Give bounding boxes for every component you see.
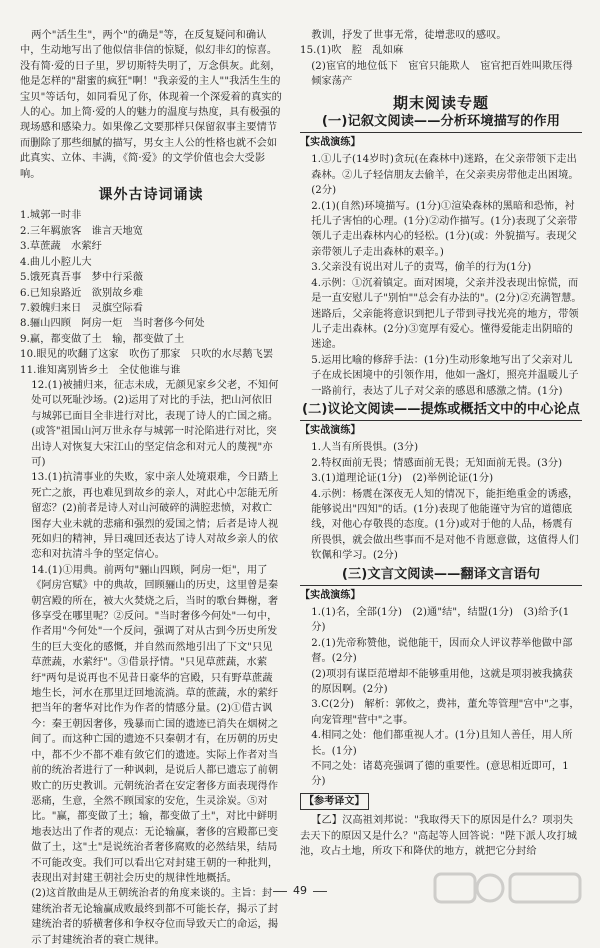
answer-line: 6.已知泉路近 欲别故乡难: [20, 287, 144, 299]
answer-line: 2.三年羁旅客 谁言天地宽: [20, 225, 144, 237]
answer-line: 9.赢，都变做了土 输，都变做了土: [20, 333, 185, 345]
answer-paragraph: 2.(1)(自然)环境描写。(1分)①渲染森林的黑暗和恐怖，衬托儿子害怕的心理。(1分)②动作描写。(1分)表现了父亲带领儿子走出森林内心的轻松。(1分)(或：外貌描写。表现父亲带领儿子走出森林的艰辛。): [311, 200, 578, 258]
answer-line: 15.(1)吹 腔 乱如麻: [300, 45, 404, 57]
answer-line: 11.谁知离别皆乡土 全仗他谁与谁: [20, 364, 181, 376]
answer-paragraph: 12.(1)被捕归来，征志未成，无颜见家乡父老，不知何处可以死耻沙场。(2)运用了对比的手法，把山河依旧与城郭已面目全非进行对比，表现了诗人的亡国之痛。(或答"祖国山河万世永存与城郭一时沦陷进行对比，突出诗人对恢复大宋江山的坚定信念和对元人的蔑视"亦可): [31, 379, 279, 468]
poetry-section-title: 课外古诗词诵读: [98, 187, 204, 204]
left-column: [20, 28, 282, 948]
answer-paragraph: 3.C(2分) 解析：郭攸之，费祎，董允等管理"宫中"之事，向宠管理"营中"之事。: [311, 699, 580, 726]
answer-line: 10.眼见的吹翻了这家 吹伤了那家 只吹的水尽鹅飞罢: [20, 349, 274, 361]
reference-translation-text: 【乙】汉高祖刘邦说："我取得天下的原因是什么？项羽失去天下的原因又是什么？"高起等人回答说："陛下派人攻打城池，攻占土地，所攻下和降伏的地方，就把它分封给: [300, 815, 578, 858]
answer-paragraph: 不同之处：诸葛亮强调了德的重要性。(意思相近即可，1分): [311, 761, 569, 788]
answer-paragraph: 4.示例：杨震在深夜无人知的情况下，能拒绝重金的诱惑，能够说出"四知"的话。(1分)表现了他能谨守为官的道德底线，对他心存敬畏的态度。(1分)或对于他的人品，杨震有所畏惧，就会做出些事而不是对他不肯愿意做，这值得人们钦佩和学习。(2分): [311, 488, 579, 562]
answer-paragraph: 5.运用比喻的修辞手法：(1分)生动形象地写出了父亲对儿子在成长困境中的引领作用，他如一盏灯，照亮并温暖儿子一路前行，表达了儿子对父亲的感恩和感激之情。(1分): [311, 354, 579, 397]
section-3-title: (三)文言文阅读——翻译文言语句: [300, 566, 582, 586]
answer-line: 教训，抒发了世事无常，徒增悲叹的感叹。: [311, 30, 507, 41]
answer-line: (2)宦官的地位低下 宦官只能欺人 宦官把百姓叫欺压得倾家荡产: [311, 60, 573, 88]
reference-translation-label: 【参考译文】: [300, 793, 369, 810]
answer-paragraph: 1.①儿子(14岁时)贪玩(在森林中)迷路，在父亲带领下走出森林。②儿子轻信朋友去偷羊，在父亲卖房带他走出困境。(2分): [311, 154, 579, 197]
footer-rule: [273, 891, 287, 892]
answer-paragraph: 4.示例：①沉着镇定。面对困境，父亲并没表现出惊慌，而是一直安慰儿子"别怕""总会有办法的"。(2分)②充满智慧。迷路后，父亲能将意识到把儿子带到寻找光亮的地方，带领儿子走出森林。(2分)③宽厚有爱心。懂得爱能走出阴暗的迷途。: [311, 277, 582, 351]
answer-line: 1.城郭一时非: [20, 210, 82, 222]
answer-paragraph: 2.(1)先帝称赞他，说他能干，因而众人评议荐举他做中部督。(2分): [311, 637, 573, 665]
answer-paragraph: 4.相同之处：他们都重视人才。(1分)且知人善任，用人所长。(1分): [311, 730, 573, 757]
practice-label: 【实战演练】: [300, 424, 361, 436]
section-2-title: (二)议论文阅读——提炼或概括文中的中心论点: [300, 401, 582, 421]
section-1-title: (一)记叙文阅读——分析环境描写的作用: [300, 113, 582, 133]
footer-rule: [313, 891, 327, 892]
answer-paragraph: 3.父亲没有说出对儿子的责骂，偷羊的行为(1分): [311, 262, 532, 274]
answer-paragraph: 1.人当有所畏惧。(3分): [311, 442, 419, 454]
answer-paragraph: 1.(1)名，全部(1分) (2)通"结"，结盟(1分) (3)给予(1分): [311, 607, 570, 634]
final-reading-title: 期末阅读专题: [392, 93, 489, 112]
practice-label: 【实战演练】: [300, 137, 361, 149]
answer-line: 3.草蔗蔬 水萦纡: [20, 241, 102, 253]
right-column: [300, 28, 582, 860]
answer-paragraph: (2)这首散曲是从王朝统治者的角度来谈的。主旨：封建统治者无论输赢成败最终到都不可能长存，揭示了封建统治者的骄横奢侈和争权夺位而导致天亡的命运，揭示了封建统治者的衰亡规律。: [31, 888, 279, 946]
watermark-logo-icon: [430, 864, 590, 914]
answer-paragraph: 2.特权面前无畏；情感面前无畏；无知面前无畏。(3分): [311, 457, 563, 469]
answer-line: 5.饿死真吾事 梦中行采薇: [20, 272, 144, 284]
intro-paragraph: 两个"活生生"，两个"的确是"等，在反复疑问和确认中，生动地写出了他似信非信的惊疑，似幻非幻的惊喜。没有简·爱的日子里，罗切斯特失明了，万念俱灰。此刻，他是怎样的"甜蜜的疯狂"啊！"我亲爱的主人""我活生生的宝贝"等话句，如同看见了你，体现着一个深爱着的真实的人的心。加上简·爱的人的魅力的温度与热度，具有极强的现场感和感染力。如果像乙文要那样只保留叙事主要情节而删除了那些细腻的描写，男女主人公的性格也就不会如此真实、立体、丰满，《简·爱》的文学价值也会大受影响。: [20, 30, 282, 180]
answer-paragraph: 13.(1)抗清事业的失败，家中亲人处境艰难，今日踏上死亡之旅，再也难见到故乡的亲人，对此心中怎能无所留恋？(2)前者是诗人对山河破碎的满腔悲愤，对救亡图存大业未就的悲痛和强烈的爱国之情；后者是诗人视死如归的精神，异日魂回还表达了诗人对故乡亲人的依恋和对抗清斗争的坚定信心。: [31, 472, 279, 561]
answer-line: 4.曲儿小腔儿大: [20, 256, 92, 268]
answer-paragraph: 3.(1)道理论证(1分) (2)举例论证(1分): [311, 473, 494, 485]
answer-line: 8.骊山四顾 阿房一炬 当时奢侈今何处: [20, 318, 205, 330]
answer-paragraph: 14.(1)①用典。前两句"骊山四顾，阿房一炬"，用了《阿房宫赋》中的典故，回顾骊山的历史，这里曾是秦朝宫殿的所在，被大火焚烧之后，当时的歌台舞榭，奢侈享受在哪里呢？②反问。"当时奢侈今何处"一句中，作者用"今何处"一个反问，强调了对从古到今历史所发生的巨大变化的感慨，并自然而然地引出了下文"只见草蔗蔬，水萦纡"。③借景抒情。"只见草蔗蔬，水萦纡"两句是说再也不见昔日豪华的宫殿，只有野草蔗蔬地生长，河水在那里迂回地流淌。草的蔗蔬，水的萦纡把当年的奢华对比作为作者的情感分量。(2)①借古讽今：秦王朝因奢侈，残暴而亡国的遗迹已消失在烟树之间了。而这种亡国的遗迹不只秦朝才有，在历朝的历史中，都不少不都不难有敛它们的遗迹。实际上作者对当前的统治者进行了一种讽刺，是说后人都已遗忘了前朝败亡的历史教训。元朝统治者在安定奢侈方面表现得作恶痛，生意，全然不顾国家的安危，生灵涂炭。⑤对比。"赢，都变做了土；输，都变做了土"，对比中鲜明地表达出了作者的观点：无论输赢，奢侈的宫殿都已变做了土，这"土"是说统治者奢侈腐败的必然结果，结局不可能改变。我们可以看出它对封建王朝的一种批判，表现出对封建王朝社会历史的规律性地概括。: [31, 564, 279, 884]
answer-line: 7.毅魄归来日 灵旗空际看: [20, 302, 144, 314]
answer-paragraph: (2)项羽有谋臣范增却不能够重用他，这就是项羽被我擒获的原因啊。(2分): [311, 668, 573, 696]
page-number: 49: [293, 884, 307, 897]
practice-label: 【实战演练】: [300, 589, 361, 601]
